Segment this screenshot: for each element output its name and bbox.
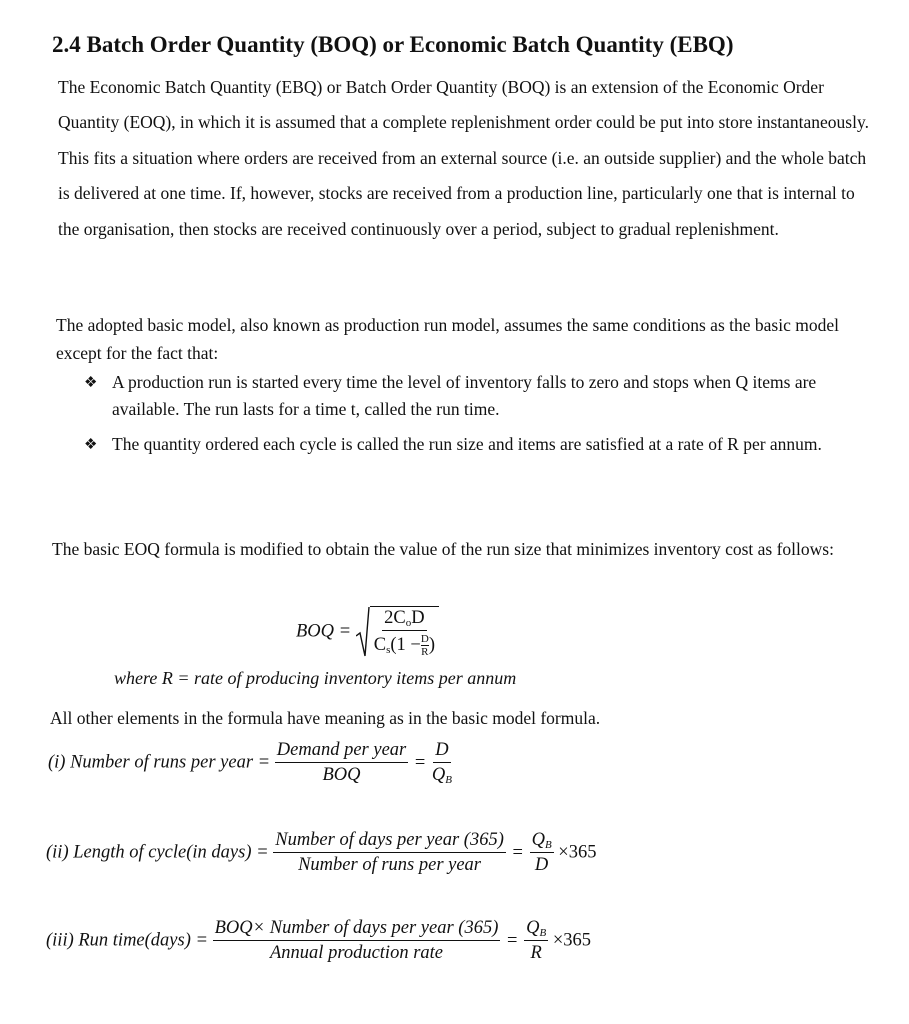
f3-denominator-2: R	[530, 943, 542, 963]
f3-equals: =	[507, 930, 518, 951]
boq-small-num: D	[420, 633, 429, 645]
boq-den-subscript: s	[386, 643, 391, 656]
boq-den-close: )	[428, 634, 435, 655]
section-heading: 2.4 Batch Order Quantity (BOQ) or Economic Batch Quantity (EBQ)	[52, 32, 734, 57]
f3-numerator-2-subscript: B	[539, 927, 547, 939]
f1-numerator-2: D	[433, 740, 450, 763]
f2-numerator-2: Q	[531, 830, 545, 850]
radical-sign-icon	[356, 606, 370, 658]
diamond-bullet-icon: ❖	[84, 375, 98, 391]
f1-denominator-2: Q	[431, 765, 446, 785]
f1-equals: =	[414, 752, 426, 773]
conditions-list	[80, 369, 880, 466]
f2-numerator: Number of days per year (365)	[273, 830, 506, 853]
square-root	[356, 606, 439, 658]
f3-times: ×365	[552, 930, 591, 951]
f3-numerator-2: Q	[526, 918, 540, 938]
boq-den-c: C	[373, 634, 387, 655]
f3-label: (iii) Run time(days) =	[46, 930, 208, 951]
f2-equals: =	[512, 842, 523, 863]
f2-denominator: Number of runs per year	[298, 855, 482, 875]
intro-paragraph: The Economic Batch Quantity (EBQ) or Batch Order Quantity (BOQ) is an extension of the Economic Order Quantity (EOQ), in which it is assumed that a complete replenishment order could be put into store instantaneously. This fits a situation where orders are received from an external source (i.e. an outside supplier) and the whole batch is delivered at one time. If, however, stocks are received from a production line, particularly one that is internal to the organisation, then stocks are received continuously over a period, subject to gradual replenishment.	[58, 77, 869, 239]
boq-numerator: 2C	[384, 608, 406, 628]
formula-length-of-cycle	[46, 830, 596, 876]
f2-times: ×365	[558, 842, 597, 863]
formula-run-time	[46, 918, 591, 964]
list-item	[80, 431, 880, 458]
list-item	[80, 369, 880, 423]
f3-numerator: BOQ× Number of days per year (365)	[213, 918, 501, 941]
other-elements-line: All other elements in the formula have meaning as in the basic model formula.	[50, 708, 601, 728]
f1-label: (i) Number of runs per year =	[48, 752, 271, 773]
boq-den-open: (1 −	[390, 634, 421, 655]
f2-numerator-2-subscript: B	[544, 839, 552, 851]
f3-denominator: Annual production rate	[270, 943, 443, 963]
bullet-text: The quantity ordered each cycle is called the run size and items are satisfied at a rate of R per annum.	[112, 434, 822, 454]
adopted-model-paragraph: The adopted basic model, also known as production run model, assumes the same conditions as the basic model except for the fact that:	[56, 315, 839, 363]
f1-numerator: Demand per year	[275, 740, 408, 763]
diamond-bullet-icon: ❖	[84, 437, 98, 453]
bullet-text: A production run is started every time the level of inventory falls to zero and stops when Q items are available. The run lasts for a time t, called the run time.	[112, 372, 817, 419]
boq-formula	[296, 606, 439, 658]
boq-small-den: R	[421, 646, 429, 658]
f1-denominator: BOQ	[322, 765, 361, 785]
f2-label: (ii) Length of cycle(in days) =	[46, 842, 269, 863]
formula-runs-per-year	[48, 740, 452, 786]
boq-numerator-subscript: o	[405, 617, 412, 629]
where-line: where R = rate of producing inventory items per annum	[114, 668, 517, 688]
boq-lhs: BOQ =	[296, 621, 352, 642]
f1-denominator-2-subscript: B	[445, 774, 453, 786]
boq-numerator-tail: D	[411, 608, 425, 628]
f2-denominator-2: D	[534, 855, 549, 875]
basic-eoq-paragraph: The basic EOQ formula is modified to obtain the value of the run size that minimizes inventory cost as follows:	[52, 539, 834, 559]
